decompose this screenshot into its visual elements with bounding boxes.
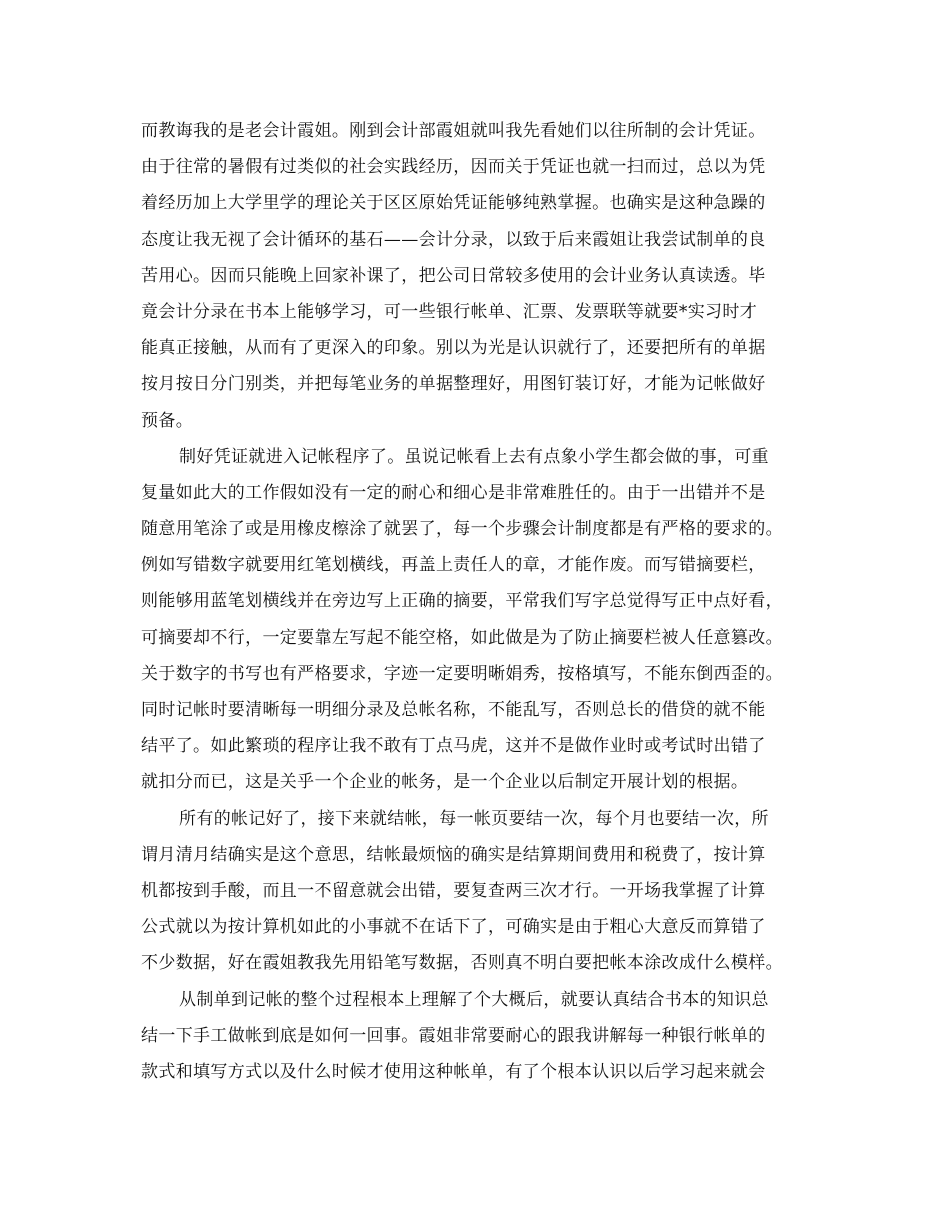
text-line: 则能够用蓝笔划横线并在旁边写上正确的摘要，平常我们写字总觉得写正中点好看，	[141, 591, 783, 612]
text-line: 着经历加上大学里学的理论关于区区原始凭证能够纯熟掌握。也确实是这种急躁的	[141, 193, 766, 214]
text-line: 复量如此大的工作假如没有一定的耐心和细心是非常难胜任的。由于一出错并不是	[141, 482, 766, 503]
text-line: 机都按到手酸，而且一不留意就会出错，要复查两三次才行。一开场我掌握了计算	[141, 880, 766, 901]
text-line: 结平了。如此繁琐的程序让我不敢有丁点马虎，这并不是做作业时或考试时出错了	[141, 736, 766, 757]
text-line: 按月按日分门别类，并把每笔业务的单据整理好，用图钉装订好，才能为记帐做好	[141, 374, 766, 395]
text-line: 预备。	[141, 410, 194, 431]
text-line: 态度让我无视了会计循环的基石——会计分录，以致于后来霞姐让我尝试制单的良	[141, 229, 766, 250]
text-line: 同时记帐时要清晰每一明细分录及总帐名称，不能乱写，否则总长的借贷的就不能	[141, 700, 766, 720]
text-line: 而教诲我的是老会计霞姐。刚到会计部霞姐就叫我先看她们以往所制的会计凭证。	[141, 121, 766, 141]
text-line: 关于数字的书写也有严格要求，字迹一定要明晰娟秀，按格填写，不能东倒西歪的。	[141, 663, 783, 684]
text-line: 随意用笔涂了或是用橡皮檫涂了就罢了，每一个步骤会计制度都是有严格的要求的。	[141, 519, 783, 540]
body-text	[141, 113, 821, 1090]
text-line: 结一下手工做帐到底是如何一回事。霞姐非常要耐心的跟我讲解每一种银行帐单的	[141, 1025, 766, 1046]
text-line: 例如写错数字就要用红笔划横线，再盖上责任人的章，才能作废。而写错摘要栏，	[141, 555, 766, 576]
text-line: 能真正接触，从而有了更深入的印象。别以为光是认识就行了，还要把所有的单据	[141, 338, 766, 359]
text-line: 就扣分而已，这是关乎一个企业的帐务，是一个企业以后制定开展计划的根据。	[141, 772, 749, 793]
paragraph-start-line: 从制单到记帐的整个过程根本上理解了个大概后，就要认真结合书本的知识总	[179, 989, 769, 1010]
text-line: 公式就以为按计算机如此的小事就不在话下了，可确实是由于粗心大意反而算错了	[141, 917, 766, 938]
text-line: 谓月清月结确实是这个意思，结帐最烦恼的确实是结算期间费用和税费了，按计算	[141, 844, 766, 865]
text-line: 可摘要却不行，一定要靠左写起不能空格，如此做是为了防止摘要栏被人任意篡改。	[141, 627, 783, 648]
text-line: 竟会计分录在书本上能够学习，可一些银行帐单、汇票、发票联等就要*实习时才	[141, 301, 758, 322]
text-line: 由于往常的暑假有过类似的社会实践经历，因而关于凭证也就一扫而过，总以为凭	[141, 157, 766, 178]
text-line: 不少数据，好在霞姐教我先用铅笔写数据，否则真不明白要把帐本涂改成什么模样。	[141, 953, 783, 974]
paragraph-start-line: 所有的帐记好了，接下来就结帐，每一帐页要结一次，每个月也要结一次，所	[179, 808, 769, 829]
paragraph-start-line: 制好凭证就进入记帐程序了。虽说记帐看上去有点象小学生都会做的事，可重	[179, 446, 769, 467]
text-line: 苦用心。因而只能晚上回家补课了，把公司日常较多使用的会计业务认真读透。毕	[141, 265, 766, 286]
text-line: 款式和填写方式以及什么时候才使用这种帐单，有了个根本认识以后学习起来就会	[141, 1061, 766, 1082]
